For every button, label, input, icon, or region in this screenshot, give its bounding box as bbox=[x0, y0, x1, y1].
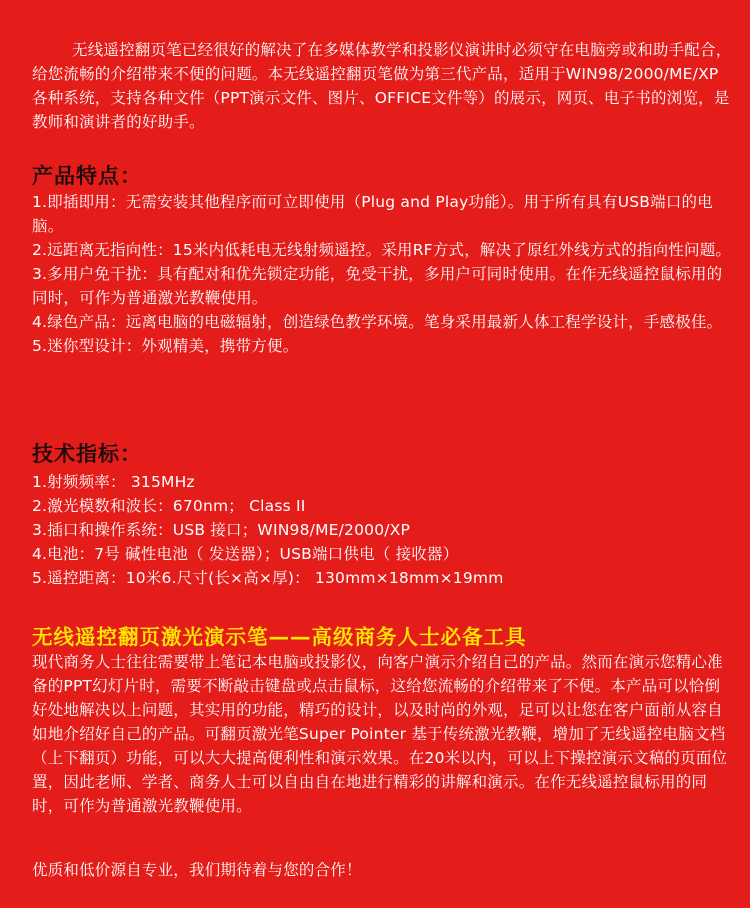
feature-item: 2.远距离无指向性：15米内低耗电无线射频遥控。采用RF方式，解决了原红外线方式的指向性问题。 bbox=[32, 241, 732, 259]
features-list bbox=[32, 190, 732, 358]
feature-item: 3.多用户免干扰：具有配对和优先锁定功能，免受干扰，多用户可同时使用。在作无线遥控鼠标用的同时，可作为普通激光教鞭使用。 bbox=[32, 265, 723, 307]
closing-line: 优质和低价源自专业，我们期待着与您的合作！ bbox=[32, 861, 362, 879]
spec-item: 2.激光模数和波长：670nm； Class II bbox=[32, 497, 306, 515]
spec-item: 4.电池：7号 碱性电池（ 发送器）；USB端口供电（ 接收器） bbox=[32, 545, 459, 563]
promo-paragraph: 现代商务人士往往需要带上笔记本电脑或投影仪，向客户演示介绍自己的产品。然而在演示您精心准备的PPT幻灯片时，需要不断敲击键盘或点击鼠标，这给您流畅的介绍带来了不便。本产品可以恰倒好处地解决以上问题，其实用的功能，精巧的设计，以及时尚的外观，足可以让您在客户面前从容自如地介绍好自己的产品。可翻页激光笔Super Pointer 基于传统激光教鞭，增加了无线遥控电脑文档（上下翻页）功能，可以大大提高便利性和演示效果。在20米以内，可以上下操控演示文稿的页面位置，因此老师、学者、商务人士可以自由自在地进行精彩的讲解和演示。在作无线遥控鼠标用的同时，可作为普通激光教鞭使用。 bbox=[32, 653, 728, 815]
intro-paragraph: 无线遥控翻页笔已经很好的解决了在多媒体教学和投影仪演讲时必须守在电脑旁或和助手配合，给您流畅的介绍带来不便的问题。本无线遥控翻页笔做为第三代产品，适用于WIN98/2000/ME/XP各种系统，支持各种文件（PPT演示文件、图片、OFFICE文件等）的展示，网页、电子书的浏览，是教师和演讲者的好助手。 bbox=[32, 41, 732, 131]
feature-item: 4.绿色产品：远离电脑的电磁辐射，创造绿色教学环境。笔身采用最新人体工程学设计，手感极佳。 bbox=[32, 313, 723, 331]
spec-item: 1.射频频率： 315MHz bbox=[32, 473, 195, 491]
features-heading: 产品特点： bbox=[32, 164, 142, 188]
feature-item: 5.迷你型设计：外观精美，携带方便。 bbox=[32, 337, 299, 355]
promo-title: 无线遥控翻页激光演示笔——高级商务人士必备工具 bbox=[32, 625, 527, 649]
spec-item: 3.插口和操作系统：USB 接口；WIN98/ME/2000/XP bbox=[32, 521, 411, 539]
specs-list bbox=[32, 470, 732, 590]
feature-item: 1.即插即用：无需安装其他程序而可立即使用（Plug and Play功能）。用于所有具有USB端口的电脑。 bbox=[32, 193, 713, 235]
specs-heading: 技术指标： bbox=[32, 442, 142, 466]
spec-item: 5.遥控距离：10米6.尺寸(长×高×厚)： 130mm×18mm×19mm bbox=[32, 569, 504, 587]
